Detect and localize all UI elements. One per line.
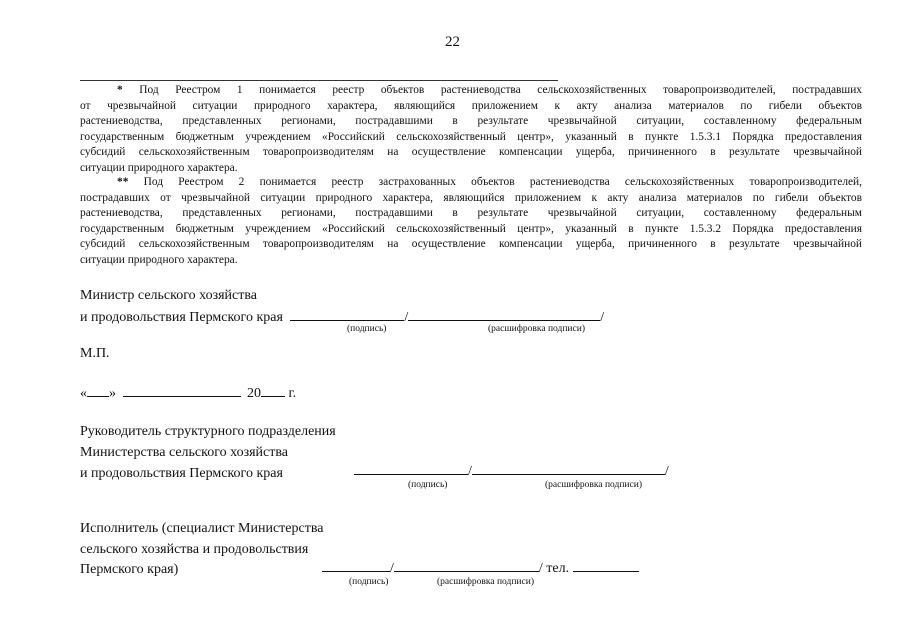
minister-caption-signature: (подпись): [347, 324, 387, 334]
executor-phone-label: тел.: [546, 561, 570, 576]
head-signature-field[interactable]: [354, 460, 468, 475]
date-close-quote: »: [109, 386, 116, 401]
stamp-label: М.П.: [80, 346, 110, 361]
executor-separator-end: /: [538, 561, 543, 576]
footnote-1-text: Под Реестром 1 понимается реестр объектов растениеводства сельскохозяйственных товаропроизводителей, пострадавших: [139, 84, 862, 96]
head-separator: /: [468, 464, 472, 479]
footnote-1-line-3: растениеводства, представленных регионами, пострадавшими в результате чрезвычайной ситуации, составленному федеральным: [80, 115, 862, 127]
minister-caption-decoding: (расшифровка подписи): [488, 324, 585, 334]
footnote-separator: [80, 80, 558, 81]
page-number: 22: [445, 34, 460, 50]
date-day-field[interactable]: [87, 382, 109, 397]
minister-decoding-field[interactable]: [408, 306, 600, 321]
date-year-field[interactable]: [261, 382, 285, 397]
footnote-1-line-4: государственным бюджетным учреждением «Российский сельскохозяйственный центр», указанный в пункте 1.5.3.1 Порядка предоставления: [80, 130, 862, 143]
head-separator-end: /: [664, 464, 669, 479]
footnote-1: [80, 83, 862, 176]
footnote-1-line-6: ситуации природного характера.: [80, 161, 238, 174]
minister-title-line-2: и продовольствия Пермского края: [80, 310, 283, 325]
head-title-line-3: и продовольствия Пермского края: [80, 466, 283, 481]
footnote-2-line-3: растениеводства, представленных регионами, пострадавшими в результате чрезвычайной ситуации, составленному федеральным: [80, 207, 862, 219]
footnote-1-line-2: от чрезвычайной ситуации природного характера, являющийся приложением к акту анализа материалов по гибели объектов: [80, 99, 862, 112]
footnote-2-line-4: государственным бюджетным учреждением «Российский сельскохозяйственный центр», указанный в пункте 1.5.3.2 Порядка предоставления: [80, 222, 862, 235]
footnote-2-marker: **: [117, 176, 129, 188]
date-line: [80, 382, 296, 405]
footnote-2-line-2: пострадавших от чрезвычайной ситуации природного характера, являющийся приложением к акту анализа материалов по гибели объектов: [80, 191, 862, 204]
executor-phone-field[interactable]: [573, 557, 639, 572]
executor-title-line-1: Исполнитель (специалист Министерства: [80, 521, 324, 536]
head-title-line-2: Министерства сельского хозяйства: [80, 445, 289, 460]
footnote-2-line-1: [80, 175, 862, 191]
executor-separator: /: [390, 561, 394, 576]
executor-decoding-field[interactable]: [394, 557, 539, 572]
minister-separator-end: /: [600, 310, 605, 325]
footnote-1-marker: *: [117, 84, 123, 96]
executor-caption-decoding: (расшифровка подписи): [437, 577, 534, 587]
footnote-2-line-5: субсидий сельскохозяйственным товаропроизводителям на осуществление компенсации ущерба, причиненного в результате чрезвычайной: [80, 238, 862, 250]
footnote-2-text: Под Реестром 2 понимается реестр застрахованных объектов растениеводства сельскохозяйственных товаропроизводителей,: [143, 176, 862, 188]
executor-title-line-3: Пермского края): [80, 562, 179, 577]
head-caption-signature: (подпись): [408, 480, 448, 490]
head-caption-decoding: (расшифровка подписи): [545, 480, 642, 490]
minister-signature-field[interactable]: [290, 306, 404, 321]
footnote-1-line-5: субсидий сельскохозяйственным товаропроизводителям на осуществление компенсации ущерба, причиненного в результате чрезвычайной: [80, 146, 862, 158]
footnote-1-line-1: [80, 83, 862, 99]
executor-title-line-2: сельского хозяйства и продовольствия: [80, 542, 309, 557]
minister-separator: /: [404, 310, 409, 325]
executor-caption-signature: (подпись): [349, 577, 389, 587]
minister-title-line-1: Министр сельского хозяйства: [80, 288, 257, 303]
date-year-suffix: г.: [288, 386, 297, 401]
head-decoding-field[interactable]: [472, 460, 665, 475]
date-year-prefix: 20: [247, 386, 261, 401]
date-month-field[interactable]: [123, 382, 241, 397]
head-title-line-1: Руководитель структурного подразделения: [80, 424, 336, 439]
footnote-2-line-6: ситуации природного характера.: [80, 253, 238, 266]
footnote-2: [80, 175, 862, 268]
executor-signature-field[interactable]: [322, 557, 390, 572]
date-open-quote: «: [80, 386, 87, 401]
